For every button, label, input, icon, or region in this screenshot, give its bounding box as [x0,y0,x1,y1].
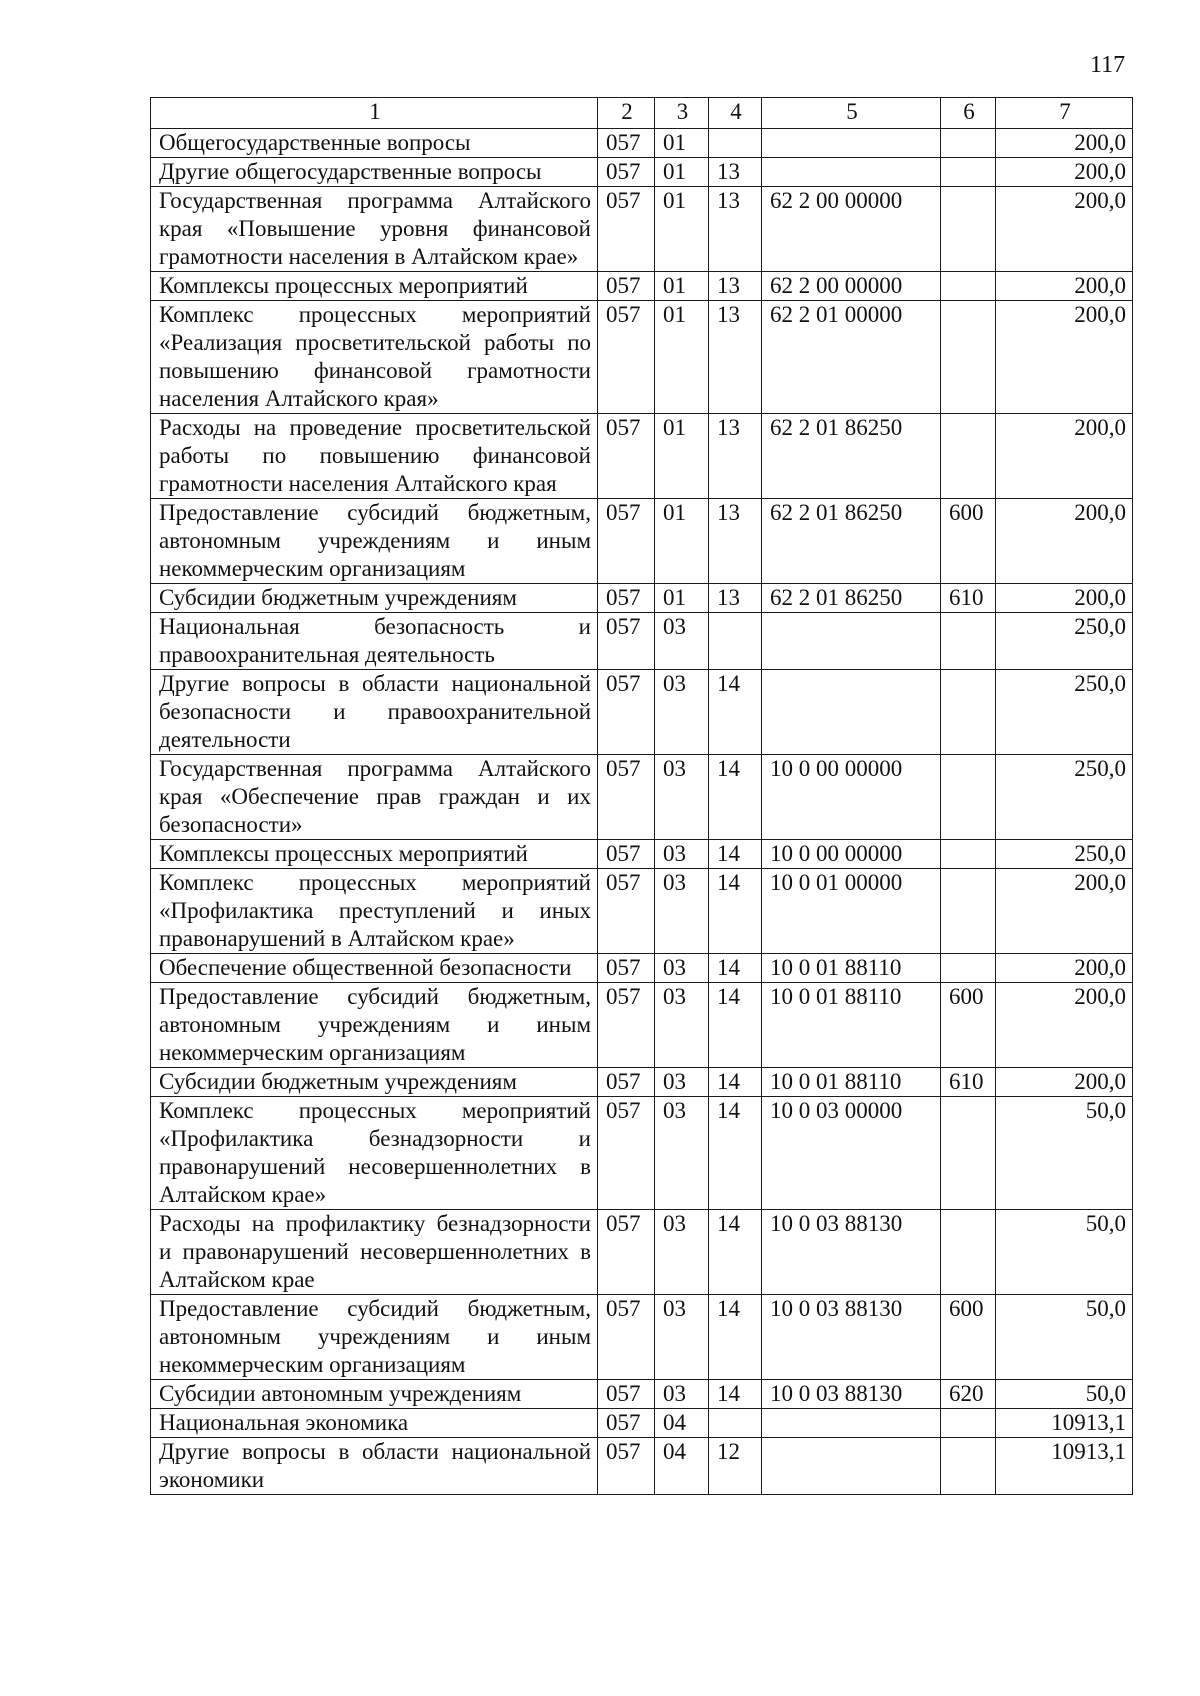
target-article-cell: 10 0 00 00000 [762,840,941,869]
column-header: 5 [762,98,941,129]
section-code-cell: 03 [655,1295,709,1380]
expense-type-cell [941,954,996,983]
section-code-cell: 03 [655,613,709,670]
subsection-code-cell: 13 [709,158,762,187]
budget-table-container [150,97,1132,1495]
target-article-cell: 10 0 01 88110 [762,954,941,983]
amount-cell: 200,0 [996,414,1133,499]
subsection-code-cell: 14 [709,840,762,869]
amount-cell: 200,0 [996,954,1133,983]
amount-cell: 250,0 [996,840,1133,869]
page-number: 117 [1090,52,1126,78]
ministry-code-cell: 057 [598,1097,655,1210]
section-code-cell: 03 [655,954,709,983]
item-name-cell: Комплекс процессных мероприятий «Профилактика преступлений и иных правонарушений в Алтайском крае» [151,869,598,954]
expense-type-cell: 600 [941,983,996,1068]
section-code-cell: 01 [655,584,709,613]
table-body [151,129,1133,1495]
table-row [151,613,1133,670]
ministry-code-cell: 057 [598,1380,655,1409]
ministry-code-cell: 057 [598,129,655,158]
table-row [151,414,1133,499]
item-name-cell: Расходы на проведение просветительской работы по повышению финансовой грамотности населения Алтайского края [151,414,598,499]
target-article-cell: 62 2 00 00000 [762,187,941,272]
subsection-code-cell: 12 [709,1438,762,1495]
amount-cell: 200,0 [996,1068,1133,1097]
item-name-cell: Национальная безопасность и правоохранительная деятельность [151,613,598,670]
expense-type-cell: 620 [941,1380,996,1409]
section-code-cell: 03 [655,983,709,1068]
ministry-code-cell: 057 [598,301,655,414]
column-header: 6 [941,98,996,129]
table-row [151,1295,1133,1380]
target-article-cell: 62 2 01 00000 [762,301,941,414]
target-article-cell: 10 0 01 88110 [762,1068,941,1097]
expense-type-cell [941,840,996,869]
amount-cell: 50,0 [996,1380,1133,1409]
item-name-cell: Субсидии бюджетным учреждениям [151,1068,598,1097]
expense-type-cell [941,158,996,187]
amount-cell: 50,0 [996,1097,1133,1210]
section-code-cell: 01 [655,499,709,584]
expense-type-cell [941,187,996,272]
item-name-cell: Комплекс процессных мероприятий «Реализация просветительской работы по повышению финансовой грамотности населения Алтайского края» [151,301,598,414]
target-article-cell: 10 0 01 88110 [762,983,941,1068]
ministry-code-cell: 057 [598,1409,655,1438]
item-name-cell: Другие вопросы в области национальной экономики [151,1438,598,1495]
subsection-code-cell: 14 [709,983,762,1068]
subsection-code-cell: 14 [709,869,762,954]
item-name-cell: Расходы на профилактику безнадзорности и правонарушений несовершеннолетних в Алтайском крае [151,1210,598,1295]
amount-cell: 200,0 [996,187,1133,272]
table-row [151,187,1133,272]
ministry-code-cell: 057 [598,1068,655,1097]
expense-type-cell [941,301,996,414]
subsection-code-cell: 13 [709,272,762,301]
target-article-cell [762,670,941,755]
target-article-cell: 10 0 03 88130 [762,1295,941,1380]
table-row [151,1068,1133,1097]
item-name-cell: Комплексы процессных мероприятий [151,840,598,869]
subsection-code-cell: 13 [709,301,762,414]
ministry-code-cell: 057 [598,869,655,954]
column-header: 4 [709,98,762,129]
expense-type-cell [941,1409,996,1438]
ministry-code-cell: 057 [598,158,655,187]
table-row [151,1438,1133,1495]
item-name-cell: Другие вопросы в области национальной безопасности и правоохранительной деятельности [151,670,598,755]
column-header: 2 [598,98,655,129]
ministry-code-cell: 057 [598,755,655,840]
section-code-cell: 03 [655,1097,709,1210]
amount-cell: 250,0 [996,613,1133,670]
target-article-cell [762,129,941,158]
expense-type-cell: 600 [941,499,996,584]
target-article-cell: 10 0 03 00000 [762,1097,941,1210]
section-code-cell: 03 [655,755,709,840]
target-article-cell: 10 0 03 88130 [762,1380,941,1409]
item-name-cell: Предоставление субсидий бюджетным, автономным учреждениям и иным некоммерческим организациям [151,983,598,1068]
item-name-cell: Предоставление субсидий бюджетным, автономным учреждениям и иным некоммерческим организациям [151,1295,598,1380]
amount-cell: 200,0 [996,129,1133,158]
amount-cell: 200,0 [996,584,1133,613]
subsection-code-cell: 14 [709,1210,762,1295]
table-row [151,272,1133,301]
expense-type-cell [941,1438,996,1495]
expense-type-cell: 610 [941,584,996,613]
amount-cell: 250,0 [996,755,1133,840]
subsection-code-cell [709,613,762,670]
item-name-cell: Субсидии бюджетным учреждениям [151,584,598,613]
table-row [151,755,1133,840]
target-article-cell [762,613,941,670]
amount-cell: 200,0 [996,301,1133,414]
target-article-cell: 10 0 03 88130 [762,1210,941,1295]
expense-type-cell [941,1210,996,1295]
subsection-code-cell: 14 [709,1068,762,1097]
column-header: 7 [996,98,1133,129]
subsection-code-cell: 13 [709,584,762,613]
target-article-cell: 62 2 01 86250 [762,414,941,499]
expense-type-cell [941,613,996,670]
subsection-code-cell: 14 [709,755,762,840]
budget-table [150,97,1133,1495]
amount-cell: 200,0 [996,499,1133,584]
subsection-code-cell [709,129,762,158]
item-name-cell: Другие общегосударственные вопросы [151,158,598,187]
item-name-cell: Государственная программа Алтайского края «Обеспечение прав граждан и их безопасности» [151,755,598,840]
expense-type-cell [941,414,996,499]
table-row [151,1210,1133,1295]
ministry-code-cell: 057 [598,954,655,983]
table-row [151,1097,1133,1210]
expense-type-cell: 600 [941,1295,996,1380]
table-row [151,869,1133,954]
target-article-cell: 62 2 01 86250 [762,584,941,613]
table-row [151,158,1133,187]
section-code-cell: 03 [655,1068,709,1097]
expense-type-cell [941,670,996,755]
section-code-cell: 04 [655,1409,709,1438]
expense-type-cell: 610 [941,1068,996,1097]
subsection-code-cell: 14 [709,954,762,983]
table-row [151,301,1133,414]
amount-cell: 200,0 [996,272,1133,301]
ministry-code-cell: 057 [598,187,655,272]
section-code-cell: 01 [655,414,709,499]
table-row [151,670,1133,755]
section-code-cell: 01 [655,129,709,158]
target-article-cell: 62 2 01 86250 [762,499,941,584]
amount-cell: 200,0 [996,869,1133,954]
amount-cell: 50,0 [996,1210,1133,1295]
ministry-code-cell: 057 [598,499,655,584]
target-article-cell [762,1438,941,1495]
section-code-cell: 03 [655,869,709,954]
expense-type-cell [941,1097,996,1210]
item-name-cell: Общегосударственные вопросы [151,129,598,158]
table-row [151,840,1133,869]
subsection-code-cell: 14 [709,670,762,755]
ministry-code-cell: 057 [598,840,655,869]
item-name-cell: Комплексы процессных мероприятий [151,272,598,301]
subsection-code-cell: 14 [709,1380,762,1409]
section-code-cell: 03 [655,670,709,755]
section-code-cell: 01 [655,158,709,187]
section-code-cell: 01 [655,301,709,414]
subsection-code-cell: 13 [709,187,762,272]
subsection-code-cell: 13 [709,499,762,584]
section-code-cell: 03 [655,1210,709,1295]
target-article-cell: 62 2 00 00000 [762,272,941,301]
table-row [151,954,1133,983]
target-article-cell: 10 0 00 00000 [762,755,941,840]
ministry-code-cell: 057 [598,272,655,301]
ministry-code-cell: 057 [598,1438,655,1495]
target-article-cell: 10 0 01 00000 [762,869,941,954]
ministry-code-cell: 057 [598,1295,655,1380]
column-header: 3 [655,98,709,129]
section-code-cell: 03 [655,1380,709,1409]
section-code-cell: 03 [655,840,709,869]
ministry-code-cell: 057 [598,613,655,670]
table-row [151,584,1133,613]
ministry-code-cell: 057 [598,584,655,613]
subsection-code-cell [709,1409,762,1438]
expense-type-cell [941,755,996,840]
amount-cell: 200,0 [996,983,1133,1068]
section-code-cell: 04 [655,1438,709,1495]
table-row [151,1380,1133,1409]
ministry-code-cell: 057 [598,983,655,1068]
ministry-code-cell: 057 [598,670,655,755]
target-article-cell [762,158,941,187]
amount-cell: 50,0 [996,1295,1133,1380]
item-name-cell: Субсидии автономным учреждениям [151,1380,598,1409]
item-name-cell: Комплекс процессных мероприятий «Профилактика безнадзорности и правонарушений несовершеннолетних в Алтайском крае» [151,1097,598,1210]
amount-cell: 10913,1 [996,1409,1133,1438]
item-name-cell: Государственная программа Алтайского края «Повышение уровня финансовой грамотности населения в Алтайском крае» [151,187,598,272]
amount-cell: 250,0 [996,670,1133,755]
table-header-row [151,98,1133,129]
item-name-cell: Обеспечение общественной безопасности [151,954,598,983]
section-code-cell: 01 [655,272,709,301]
table-row [151,983,1133,1068]
amount-cell: 10913,1 [996,1438,1133,1495]
table-row [151,499,1133,584]
subsection-code-cell: 14 [709,1295,762,1380]
ministry-code-cell: 057 [598,414,655,499]
target-article-cell [762,1409,941,1438]
section-code-cell: 01 [655,187,709,272]
expense-type-cell [941,869,996,954]
item-name-cell: Предоставление субсидий бюджетным, автономным учреждениям и иным некоммерческим организациям [151,499,598,584]
subsection-code-cell: 13 [709,414,762,499]
subsection-code-cell: 14 [709,1097,762,1210]
item-name-cell: Национальная экономика [151,1409,598,1438]
expense-type-cell [941,129,996,158]
table-row [151,1409,1133,1438]
ministry-code-cell: 057 [598,1210,655,1295]
expense-type-cell [941,272,996,301]
column-header: 1 [151,98,598,129]
table-row [151,129,1133,158]
amount-cell: 200,0 [996,158,1133,187]
